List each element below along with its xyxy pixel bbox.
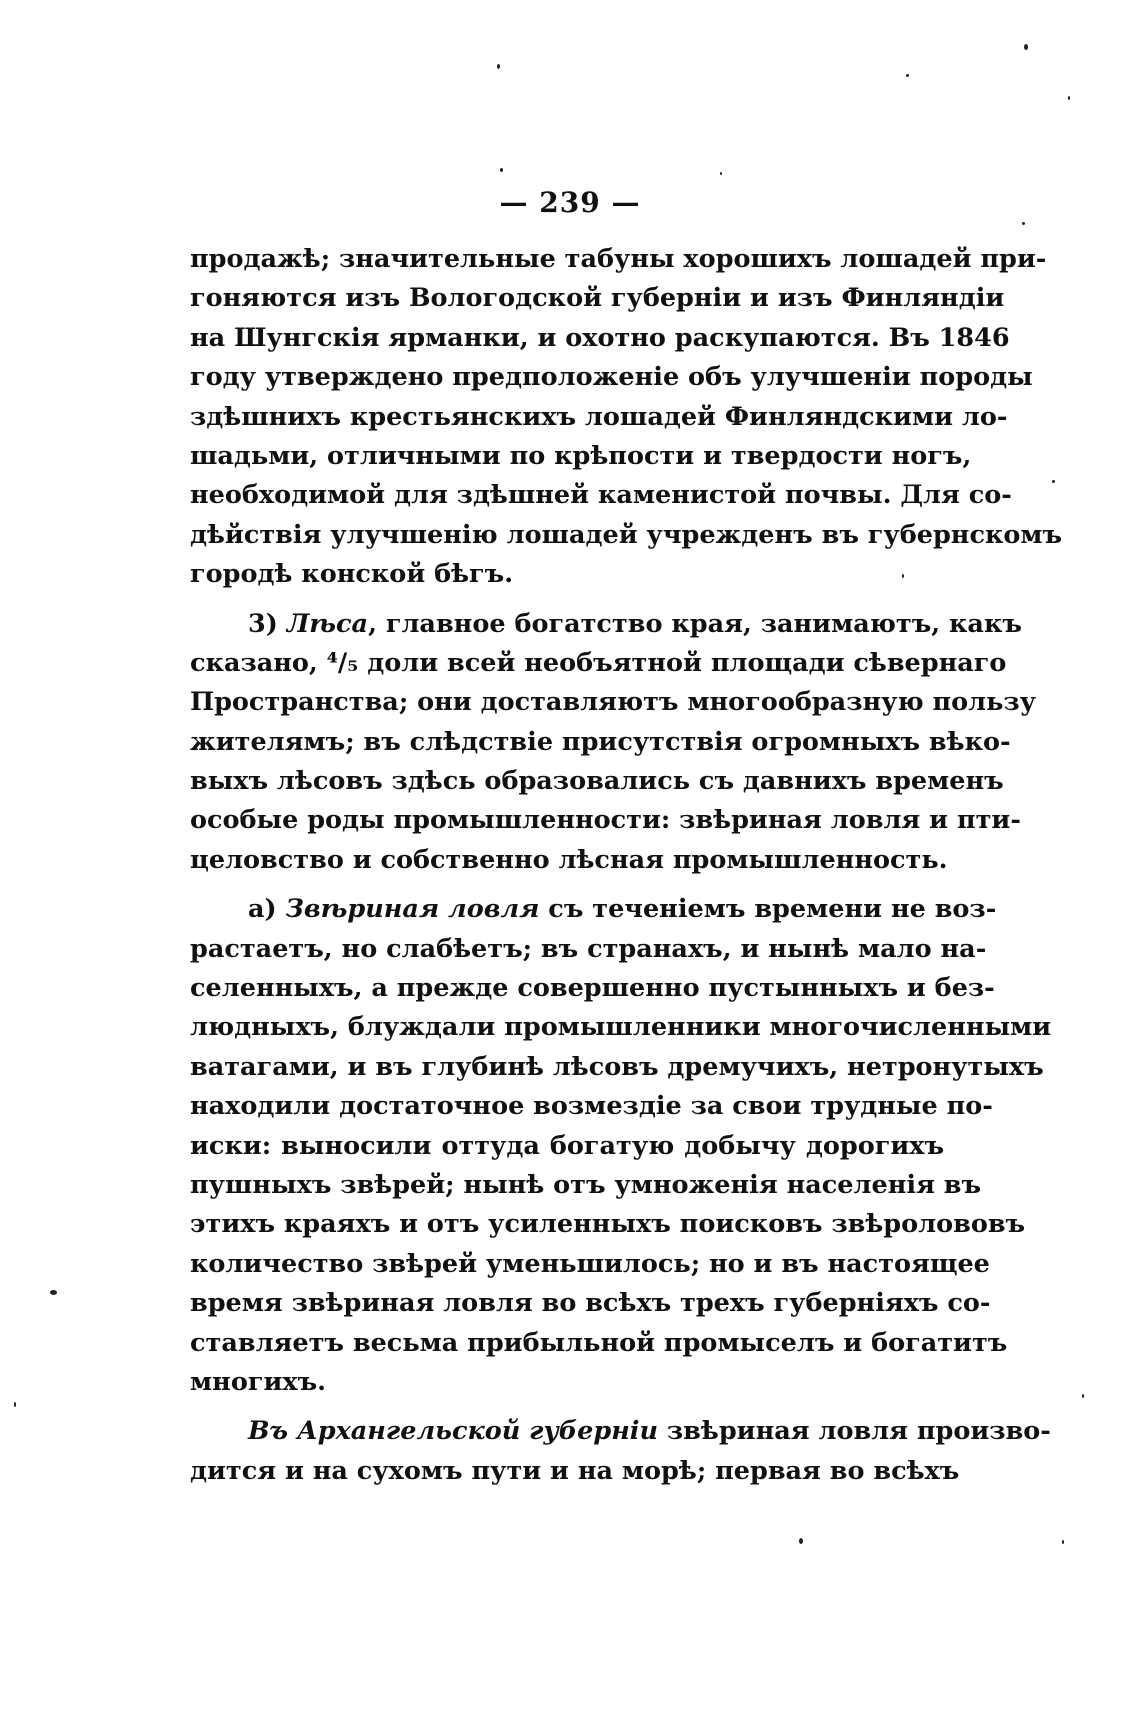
text-segment: целовство и собственно лѣсная промышленность. xyxy=(190,844,948,875)
text-segment: продажѣ; значительные табуны хорошихъ лошадей при- xyxy=(190,244,1047,274)
text-segment: а) xyxy=(248,894,286,925)
italic-term: Въ Архангельской губерніи xyxy=(248,1416,659,1447)
text-line xyxy=(190,1008,1052,1047)
text-line xyxy=(190,398,1008,437)
text-segment: съ теченіемъ времени не воз- xyxy=(539,894,997,925)
text-segment: на Шунгскія ярманки, и охотно раскупаются. Въ 1846 xyxy=(190,322,1010,353)
text-segment: жителямъ; въ слѣдствіе присутствія огромныхъ вѣко- xyxy=(190,726,1011,757)
text-segment: шадьми, отличными по крѣпости и твердости ногъ, xyxy=(190,440,972,471)
text-segment: многихъ. xyxy=(190,1366,327,1397)
text-segment: городѣ конской бѣгъ. xyxy=(190,559,514,590)
text-line xyxy=(190,516,1063,555)
text-line xyxy=(190,762,1004,801)
text-line xyxy=(190,437,972,476)
scan-speck xyxy=(1068,96,1070,100)
text-segment: здѣшнихъ крестьянскихъ лошадей Финляндскими ло- xyxy=(190,401,1008,432)
text-segment: селенныхъ, а прежде совершенно пустынныхъ и без- xyxy=(190,973,995,1004)
text-segment: необходимой для здѣшней каменистой почвы. Для со- xyxy=(190,480,1012,511)
text-line xyxy=(190,930,987,969)
text-segment: людныхъ, блуждали промышленники многочисленными xyxy=(190,1012,1052,1043)
text-line xyxy=(190,605,1022,644)
scan-speck xyxy=(799,1538,803,1544)
text-line xyxy=(190,319,1010,358)
text-segment: этихъ краяхъ и отъ усиленныхъ поисковъ звѣролововъ xyxy=(190,1209,1026,1240)
text-line xyxy=(190,1452,960,1491)
text-segment: пушныхъ звѣрей; нынѣ отъ умноженія населенія въ xyxy=(190,1169,982,1200)
text-segment: время звѣриная ловля во всѣхъ трехъ губерніяхъ со- xyxy=(190,1288,991,1319)
text-segment: звѣриная ловля произво- xyxy=(658,1416,1051,1447)
body-text xyxy=(190,240,1063,1491)
text-line xyxy=(190,969,995,1008)
text-line xyxy=(190,1324,1008,1363)
scan-speck xyxy=(902,574,904,578)
text-segment: гоняются изъ Вологодской губерніи и изъ Финляндіи xyxy=(190,283,1005,314)
text-segment: количество звѣрей уменьшилось; но и въ настоящее xyxy=(190,1248,990,1279)
text-line xyxy=(190,1048,1044,1087)
text-segment: ставляетъ весьма прибыльной промыселъ и богатитъ xyxy=(190,1327,1008,1358)
text-line xyxy=(190,1166,982,1205)
italic-term: Звѣриная ловля xyxy=(285,894,540,925)
text-line xyxy=(190,476,1012,515)
text-segment: дѣйствія улучшенію лошадей учрежденъ въ губернскомъ xyxy=(190,519,1063,550)
text-line xyxy=(190,1245,990,1284)
scan-speck xyxy=(14,1402,16,1407)
italic-term: Лѣса xyxy=(286,608,369,639)
text-line xyxy=(190,644,1007,683)
text-segment: дится и на сухомъ пути и на морѣ; первая во всѣхъ xyxy=(190,1455,960,1486)
text-segment: году утверждено предположеніе объ улучшеніи породы xyxy=(190,362,1033,393)
text-line xyxy=(190,1363,944,1402)
text-line xyxy=(190,1284,991,1323)
text-segment: находили достаточное возмездіе за свои трудные по- xyxy=(190,1091,993,1122)
scan-speck xyxy=(1062,1540,1064,1544)
text-line xyxy=(190,723,1011,762)
text-segment: Пространства; они доставляютъ многообразную пользу xyxy=(190,687,1037,718)
text-segment: особые роды промышленности: звѣриная ловля и пти- xyxy=(190,805,1021,836)
text-line xyxy=(190,841,948,880)
text-segment: , главное богатство края, занимаютъ, какъ xyxy=(368,608,1022,639)
text-line xyxy=(190,1127,944,1166)
text-line xyxy=(190,890,997,929)
text-line xyxy=(190,358,1033,397)
scan-speck xyxy=(906,74,909,77)
text-segment: иски: выносили оттуда богатую добычу дорогихъ xyxy=(190,1130,944,1161)
text-line xyxy=(190,1412,1051,1451)
scan-speck xyxy=(497,64,500,69)
text-segment: выхъ лѣсовъ здѣсь образовались съ давнихъ временъ xyxy=(190,766,1004,797)
scan-speck xyxy=(1082,1394,1084,1398)
text-line xyxy=(190,801,1021,840)
text-segment: сказано, ⁴/₅ доли всей необъятной площади сѣвернаго xyxy=(190,647,1007,678)
text-line xyxy=(190,240,1047,279)
scan-speck xyxy=(1022,222,1025,225)
text-line xyxy=(190,683,1037,722)
text-segment: 3) xyxy=(248,608,287,639)
scan-speck xyxy=(500,168,503,172)
text-line xyxy=(190,279,1005,318)
scan-speck xyxy=(50,1290,57,1295)
text-segment: растаетъ, но слабѣетъ; въ странахъ, и нынѣ мало на- xyxy=(190,933,987,964)
text-line xyxy=(190,1205,1026,1244)
text-segment: ватагами, и въ глубинѣ лѣсовъ дремучихъ, нетронутыхъ xyxy=(190,1051,1044,1082)
page-number: — 239 — xyxy=(499,186,641,219)
scan-speck xyxy=(1052,480,1055,483)
text-line xyxy=(190,555,944,594)
text-line xyxy=(190,1087,993,1126)
scan-speck xyxy=(1024,44,1028,50)
scan-speck xyxy=(720,172,722,175)
